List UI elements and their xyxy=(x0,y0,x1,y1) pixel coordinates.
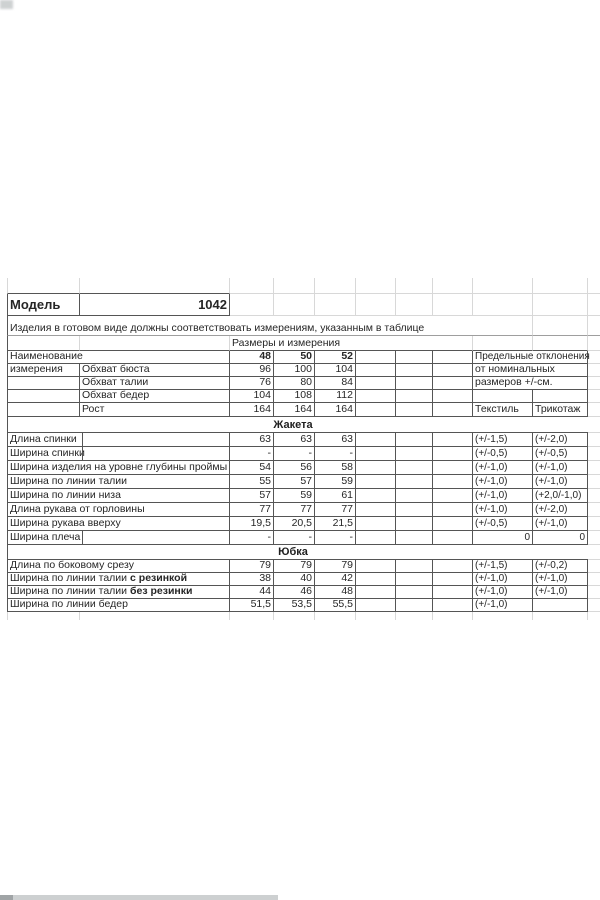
measure-value-52: 42 xyxy=(315,573,356,586)
measure-name-cell: Ширина спинки xyxy=(7,447,230,461)
cell-divider xyxy=(82,433,83,447)
measure-value-50: - xyxy=(274,447,315,461)
empty-cell xyxy=(533,294,588,316)
empty-cell xyxy=(396,503,433,517)
tolerance-textile-cell: 0 xyxy=(473,531,533,545)
measure-name-cell: Ширина плеча xyxy=(7,531,230,545)
measure-value-50: 108 xyxy=(274,390,315,403)
measure-name-cell: Ширина по линии бедер xyxy=(7,599,230,612)
empty-cell xyxy=(80,612,230,620)
empty-cell xyxy=(588,417,600,433)
empty-cell xyxy=(433,586,473,599)
empty-cell xyxy=(356,599,396,612)
empty-cell xyxy=(230,294,274,316)
tolerance-header-cell: размеров +/-см. xyxy=(473,377,588,390)
measure-value-50: 57 xyxy=(274,475,315,489)
empty-cell xyxy=(588,377,600,390)
measure-name-bold: без резинки xyxy=(130,585,193,597)
measure-value-48: 79 xyxy=(230,560,274,573)
measure-name-bold: с резинкой xyxy=(130,572,188,584)
empty-cell xyxy=(433,517,473,531)
empty-cell xyxy=(533,612,588,620)
empty-cell xyxy=(7,336,80,351)
measure-value-48: 57 xyxy=(230,489,274,503)
empty-cell xyxy=(473,316,533,336)
measure-value-50: 46 xyxy=(274,586,315,599)
jacket-row xyxy=(7,447,600,461)
empty-cell xyxy=(230,612,274,620)
empty-cell xyxy=(588,336,600,351)
empty-cell xyxy=(274,294,315,316)
empty-cell xyxy=(230,278,274,294)
empty-cell xyxy=(588,573,600,586)
empty-cell xyxy=(433,377,473,390)
empty-cell xyxy=(588,612,600,620)
empty-cell xyxy=(588,294,600,316)
empty-cell xyxy=(396,447,433,461)
empty-cell xyxy=(80,336,230,351)
empty-cell xyxy=(80,278,230,294)
jacket-row xyxy=(7,489,600,503)
empty-cell xyxy=(396,586,433,599)
empty-cell xyxy=(433,489,473,503)
empty-cell xyxy=(356,612,396,620)
model-row xyxy=(7,294,600,316)
measure-value-52: 59 xyxy=(315,475,356,489)
measure-value-52: - xyxy=(315,447,356,461)
empty-cell xyxy=(396,612,433,620)
empty-cell xyxy=(588,517,600,531)
measure-value-50: 63 xyxy=(274,433,315,447)
empty-cell xyxy=(396,390,433,403)
measure-value-50: 80 xyxy=(274,377,315,390)
tolerance-textile-cell: (+/-1,0) xyxy=(473,475,533,489)
empty-cell xyxy=(396,573,433,586)
measure-value-48: 55 xyxy=(230,475,274,489)
empty-cell xyxy=(396,294,433,316)
measure-value-50: 164 xyxy=(274,403,315,417)
empty-cell xyxy=(356,475,396,489)
sizes-title-row xyxy=(7,336,600,351)
tolerance-knit-cell: (+/-1,0) xyxy=(533,475,588,489)
jacket-row xyxy=(7,461,600,475)
empty-row xyxy=(7,278,600,294)
empty-cell xyxy=(473,390,533,403)
empty-cell xyxy=(588,560,600,573)
empty-cell xyxy=(588,503,600,517)
empty-cell xyxy=(7,278,80,294)
measure-value-50: 59 xyxy=(274,489,315,503)
measure-name-text: Ширина по линии талии xyxy=(10,572,128,584)
grid-stub-row xyxy=(7,612,600,620)
measure-name-cell: Рост xyxy=(80,403,230,417)
empty-cell xyxy=(315,612,356,620)
empty-cell xyxy=(356,351,396,364)
base-row xyxy=(7,390,600,403)
empty-cell xyxy=(588,489,600,503)
empty-cell xyxy=(356,560,396,573)
measure-name-cell: Ширина рукава вверху xyxy=(7,517,230,531)
model-label-cell: Модель xyxy=(7,294,80,316)
tolerance-header-cell: Предельные отклонения xyxy=(475,351,590,362)
empty-cell xyxy=(356,403,396,417)
section-title-jacket: Жакета xyxy=(273,419,313,431)
empty-cell xyxy=(588,433,600,447)
empty-cell xyxy=(274,278,315,294)
empty-cell xyxy=(7,390,80,403)
empty-cell xyxy=(315,278,356,294)
measure-value-48: 51,5 xyxy=(230,599,274,612)
empty-cell xyxy=(356,278,396,294)
empty-cell xyxy=(588,403,600,417)
measurement-table xyxy=(7,278,600,620)
empty-cell xyxy=(396,517,433,531)
tolerance-textile-cell: (+/-1,5) xyxy=(473,433,533,447)
empty-cell xyxy=(356,586,396,599)
material-textile-cell: Текстиль xyxy=(473,403,533,417)
bottom-artifact-bar xyxy=(0,895,278,900)
jacket-row xyxy=(7,433,600,447)
tolerance-textile-cell: (+/-0,5) xyxy=(473,517,533,531)
empty-cell xyxy=(588,390,600,403)
cell-divider xyxy=(82,447,83,461)
empty-cell xyxy=(396,364,433,377)
empty-cell xyxy=(533,336,588,351)
tolerance-knit-cell: 0 xyxy=(533,531,588,545)
measure-value-52: 104 xyxy=(315,364,356,377)
jacket-row xyxy=(7,517,600,531)
empty-cell xyxy=(396,461,433,475)
tolerance-knit-cell: (+/-1,0) xyxy=(533,517,588,531)
tolerance-textile-cell: (+/-1,0) xyxy=(473,461,533,475)
measure-value-48: 164 xyxy=(230,403,274,417)
empty-cell xyxy=(7,377,80,390)
empty-cell xyxy=(433,612,473,620)
skirt-row xyxy=(7,599,600,612)
empty-cell xyxy=(7,612,80,620)
measure-value-48: - xyxy=(230,531,274,545)
empty-cell xyxy=(396,278,433,294)
empty-cell xyxy=(433,433,473,447)
empty-cell xyxy=(473,278,533,294)
empty-cell xyxy=(433,278,473,294)
empty-cell xyxy=(588,531,600,545)
measure-value-52: 79 xyxy=(315,560,356,573)
measure-name-cell: Длина рукава от горловины xyxy=(7,503,230,517)
tolerance-header-cell: от номинальных xyxy=(473,364,588,377)
empty-cell xyxy=(356,447,396,461)
tolerance-knit-cell: (+/-2,0) xyxy=(533,433,588,447)
section-row-jacket xyxy=(7,417,600,433)
measure-value-52: 77 xyxy=(315,503,356,517)
empty-cell xyxy=(433,531,473,545)
empty-cell xyxy=(473,336,533,351)
jacket-row xyxy=(7,531,600,545)
jacket-row xyxy=(7,503,600,517)
section-row-skirt xyxy=(7,545,600,560)
empty-cell xyxy=(356,294,396,316)
measure-value-52: 63 xyxy=(315,433,356,447)
empty-cell xyxy=(7,403,80,417)
measure-name-cell: Обхват талии xyxy=(80,377,230,390)
empty-cell xyxy=(533,316,588,336)
empty-cell xyxy=(588,599,600,612)
size-header-48: 48 xyxy=(230,351,274,364)
empty-cell xyxy=(473,612,533,620)
empty-cell xyxy=(396,403,433,417)
empty-cell xyxy=(433,503,473,517)
size-header-50: 50 xyxy=(274,351,315,364)
measure-name-cell: Ширина изделия на уровне глубины проймы xyxy=(7,461,230,475)
measure-name-text: Ширина по линии талии xyxy=(10,585,128,597)
tolerance-knit-cell: (+/-2,0) xyxy=(533,503,588,517)
tolerance-textile-cell: (+/-1,0) xyxy=(473,573,533,586)
corner-artifact xyxy=(0,0,13,9)
empty-cell xyxy=(356,364,396,377)
name-header-cell: измерения xyxy=(7,364,80,377)
measure-name-cell: Ширина по линии низа xyxy=(7,489,230,503)
measure-value-48: 44 xyxy=(230,586,274,599)
empty-cell xyxy=(588,316,600,336)
measure-value-48: 63 xyxy=(230,433,274,447)
empty-cell xyxy=(433,447,473,461)
measure-value-52: 48 xyxy=(315,586,356,599)
empty-cell xyxy=(356,573,396,586)
empty-cell xyxy=(433,351,473,364)
empty-cell xyxy=(356,390,396,403)
measure-value-52: 112 xyxy=(315,390,356,403)
empty-cell xyxy=(396,599,433,612)
empty-cell xyxy=(473,294,533,316)
measure-value-52: 21,5 xyxy=(315,517,356,531)
empty-cell xyxy=(356,489,396,503)
measure-name-cell: Обхват бюста xyxy=(80,364,230,377)
jacket-row xyxy=(7,475,600,489)
measure-name-cell: Ширина по линии талии xyxy=(7,475,230,489)
section-title-skirt: Юбка xyxy=(278,546,308,558)
empty-cell xyxy=(433,403,473,417)
measure-name-cell: Длина спинки xyxy=(7,433,230,447)
cell-divider xyxy=(82,531,83,545)
empty-cell xyxy=(533,390,588,403)
empty-cell xyxy=(588,278,600,294)
empty-cell xyxy=(433,294,473,316)
sizes-title-cell: Размеры и измерения xyxy=(230,336,473,351)
measure-value-52: 58 xyxy=(315,461,356,475)
empty-cell xyxy=(396,531,433,545)
tolerance-knit-cell: (+/-0,5) xyxy=(533,447,588,461)
empty-cell xyxy=(433,560,473,573)
empty-cell xyxy=(356,517,396,531)
tolerance-textile-cell: (+/-1,0) xyxy=(473,599,533,612)
empty-cell xyxy=(588,364,600,377)
empty-cell xyxy=(433,599,473,612)
tolerance-knit-cell xyxy=(533,599,588,612)
empty-cell xyxy=(356,531,396,545)
empty-cell xyxy=(396,433,433,447)
measure-value-48: 77 xyxy=(230,503,274,517)
empty-cell xyxy=(433,461,473,475)
measure-value-48: - xyxy=(230,447,274,461)
empty-cell xyxy=(533,278,588,294)
empty-cell xyxy=(588,545,600,560)
empty-cell xyxy=(588,447,600,461)
empty-cell xyxy=(588,461,600,475)
measure-value-50: - xyxy=(274,531,315,545)
measure-value-52: - xyxy=(315,531,356,545)
tolerance-textile-cell: (+/-1,0) xyxy=(473,586,533,599)
measure-value-50: 40 xyxy=(274,573,315,586)
measure-value-50: 77 xyxy=(274,503,315,517)
measure-value-52: 55,5 xyxy=(315,599,356,612)
empty-cell xyxy=(315,294,356,316)
tolerance-textile-cell: (+/-1,0) xyxy=(473,503,533,517)
empty-cell xyxy=(433,390,473,403)
empty-cell xyxy=(356,433,396,447)
empty-cell xyxy=(396,377,433,390)
measure-value-48: 19,5 xyxy=(230,517,274,531)
empty-cell xyxy=(274,612,315,620)
empty-cell xyxy=(396,475,433,489)
tolerance-textile-cell: (+/-1,5) xyxy=(473,560,533,573)
measure-value-50: 79 xyxy=(274,560,315,573)
base-row xyxy=(7,403,600,417)
empty-cell xyxy=(396,489,433,503)
tolerance-knit-cell: (+/-1,0) xyxy=(533,461,588,475)
empty-cell xyxy=(356,461,396,475)
size-header-52: 52 xyxy=(315,351,356,364)
empty-cell xyxy=(433,364,473,377)
empty-cell xyxy=(356,503,396,517)
note-text: Изделия в готовом виде должны соответствовать измерениям, указанным в таблице xyxy=(7,316,473,336)
empty-cell xyxy=(396,351,433,364)
tolerance-textile-cell: (+/-1,0) xyxy=(473,489,533,503)
empty-cell xyxy=(433,475,473,489)
measure-value-48: 76 xyxy=(230,377,274,390)
measure-value-48: 38 xyxy=(230,573,274,586)
empty-cell xyxy=(588,586,600,599)
empty-cell xyxy=(396,560,433,573)
tolerance-knit-cell: (+/-1,0) xyxy=(533,586,588,599)
empty-cell xyxy=(588,475,600,489)
tolerance-knit-cell: (+/-1,0) xyxy=(533,573,588,586)
tolerance-textile-cell: (+/-0,5) xyxy=(473,447,533,461)
name-header-cell: Наименование xyxy=(7,351,230,364)
empty-cell xyxy=(433,573,473,586)
measure-value-48: 54 xyxy=(230,461,274,475)
measure-value-52: 164 xyxy=(315,403,356,417)
material-knit-cell: Трикотаж xyxy=(533,403,588,417)
measure-name-cell: Обхват бедер xyxy=(80,390,230,403)
measure-value-50: 20,5 xyxy=(274,517,315,531)
model-value-cell: 1042 xyxy=(80,294,230,316)
measure-value-52: 61 xyxy=(315,489,356,503)
measure-value-50: 53,5 xyxy=(274,599,315,612)
measure-name-cell: Длина по боковому срезу xyxy=(7,560,230,573)
measure-value-48: 104 xyxy=(230,390,274,403)
note-row xyxy=(7,316,600,336)
tolerance-knit-cell: (+2,0/-1,0) xyxy=(533,489,588,503)
tolerance-knit-cell: (+/-0,2) xyxy=(533,560,588,573)
measure-value-52: 84 xyxy=(315,377,356,390)
bottom-artifact-tip xyxy=(0,895,13,900)
measure-value-50: 100 xyxy=(274,364,315,377)
measure-value-50: 56 xyxy=(274,461,315,475)
empty-cell xyxy=(588,351,600,364)
empty-cell xyxy=(356,377,396,390)
measure-value-48: 96 xyxy=(230,364,274,377)
